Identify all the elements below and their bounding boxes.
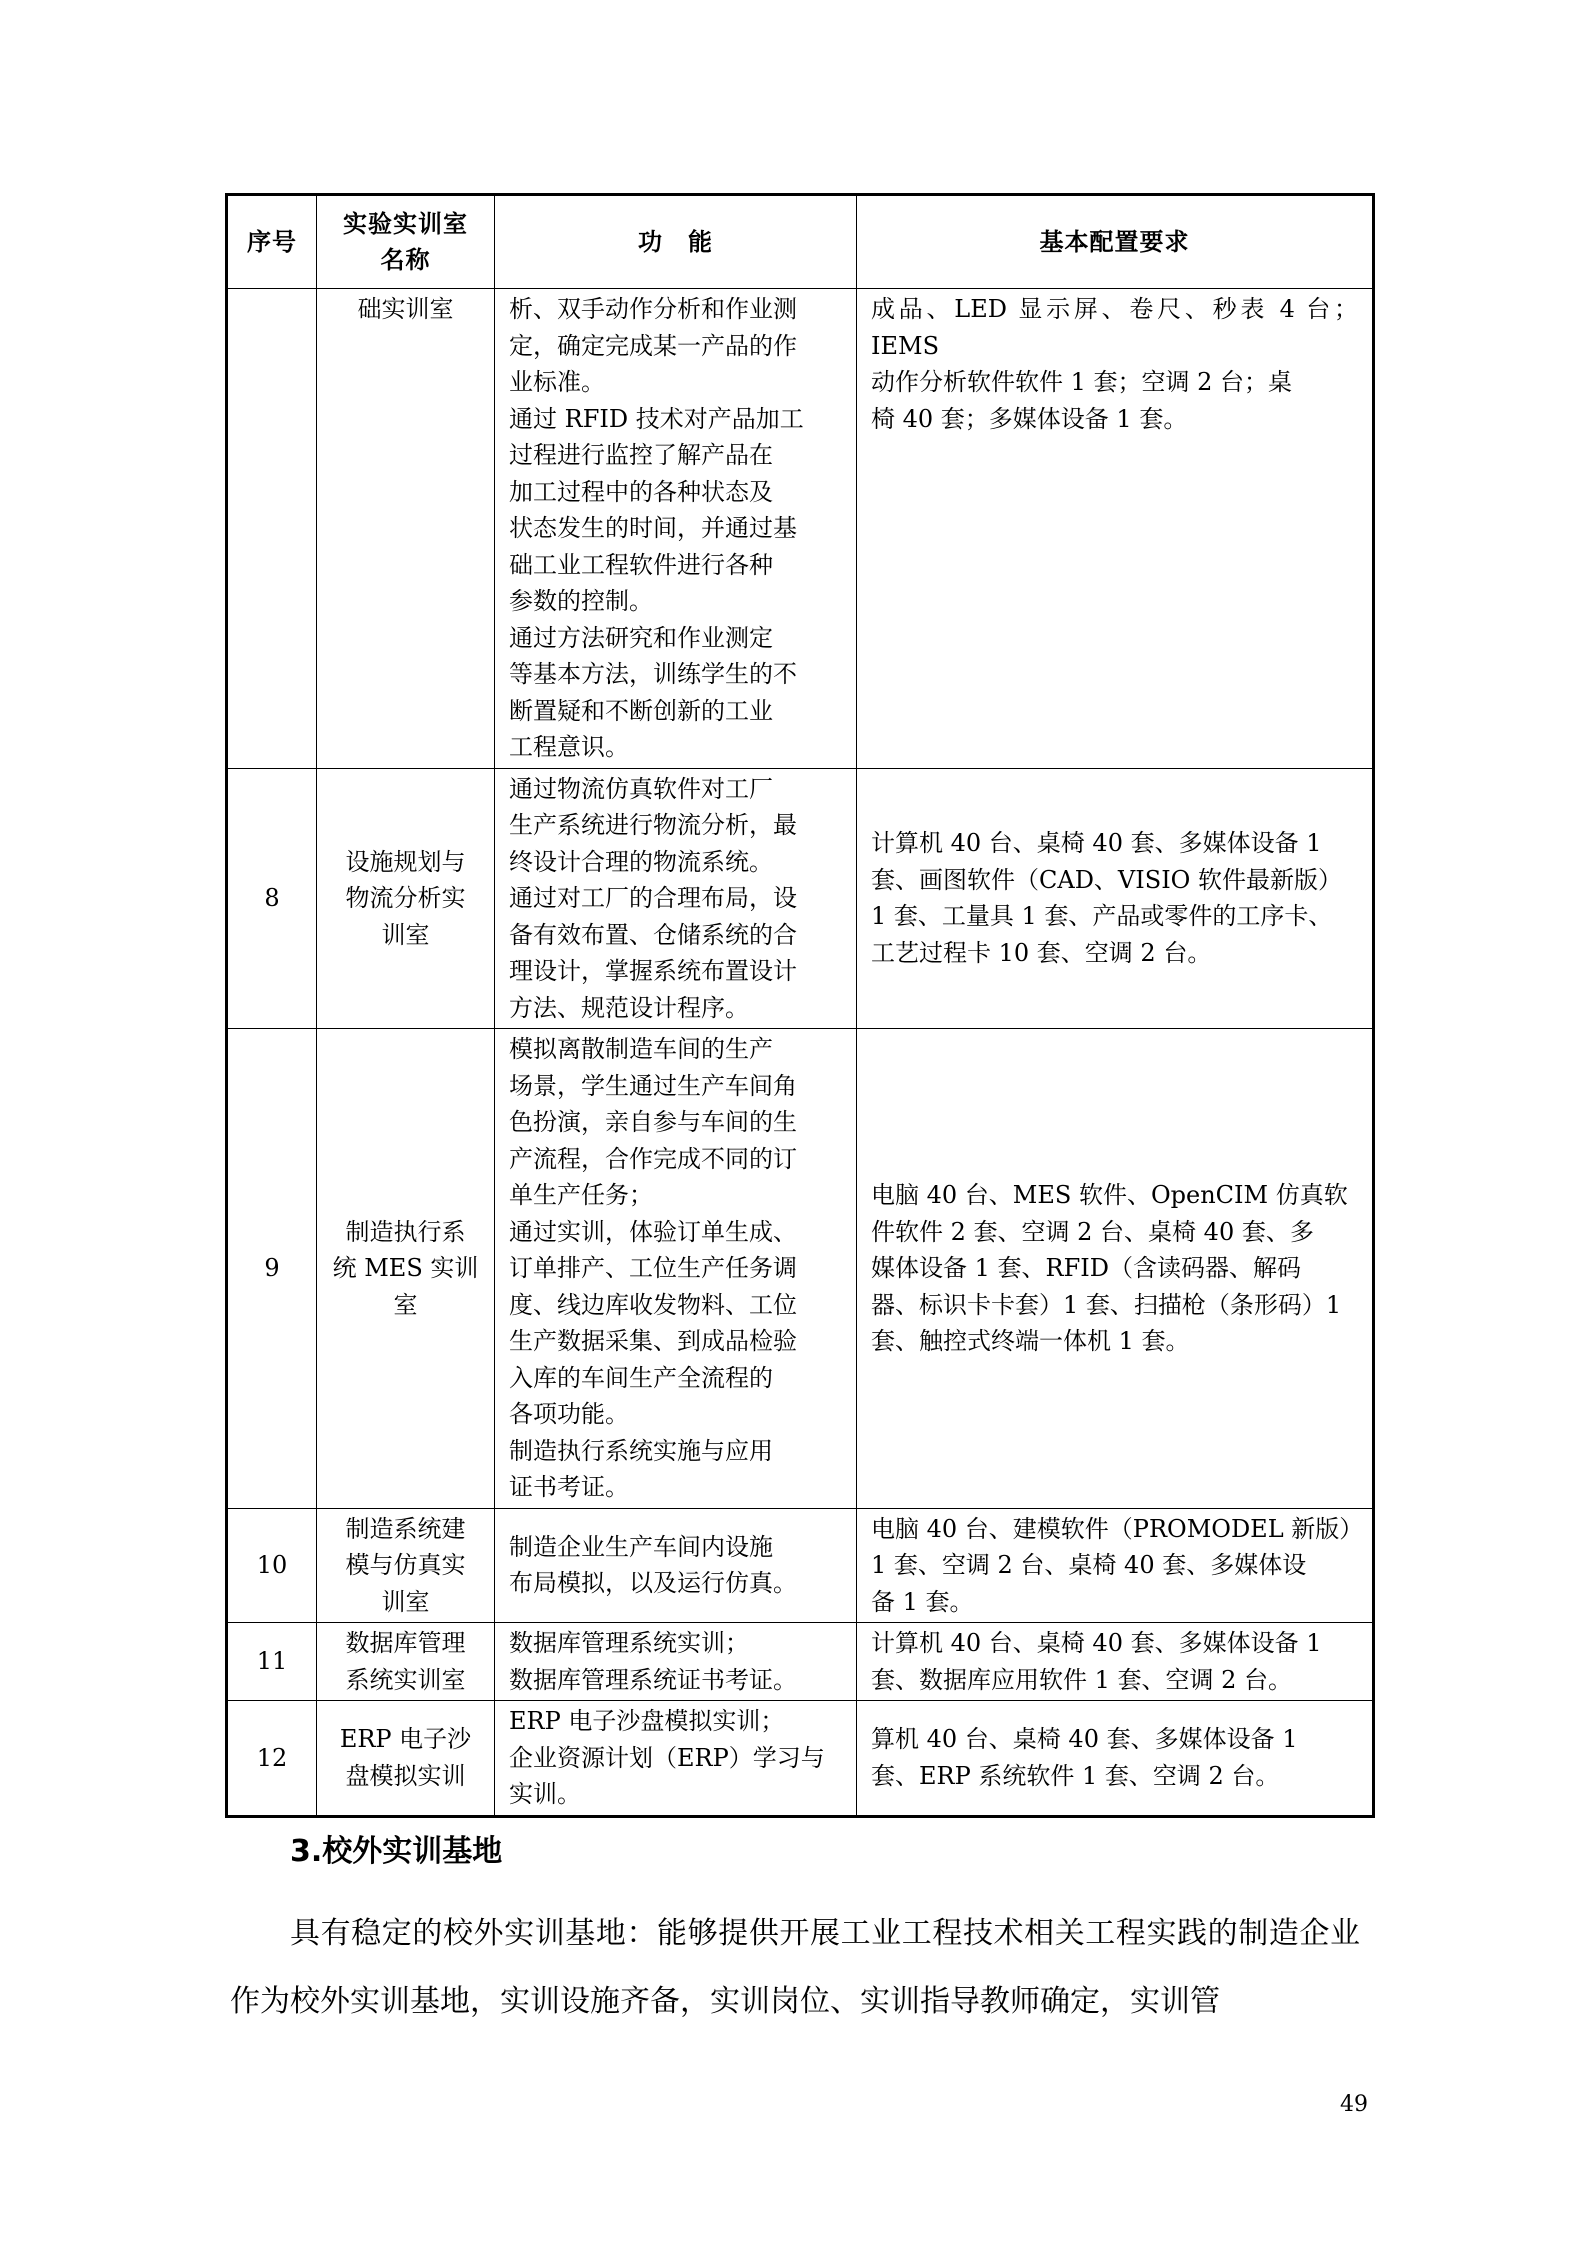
- cell-func-line: 模拟离散制造车间的生产: [509, 1035, 773, 1063]
- header-cfg: 基本配置要求: [857, 195, 1374, 289]
- cell-func-line: 制造企业生产车间内设施: [509, 1532, 773, 1561]
- cell-cfg: [857, 1508, 1374, 1623]
- cell-cfg-line: 1 套、工量具 1 套、产品或零件的工序卡、: [871, 902, 1333, 931]
- header-name: [317, 195, 495, 289]
- cell-func: [495, 289, 857, 769]
- cell-cfg-line: 器、标识卡卡套）1 套、扫描枪（条形码）1: [871, 1290, 1342, 1319]
- cell-func-line: 色扮演，亲自参与车间的生: [509, 1108, 797, 1136]
- cell-func-line: 生产数据采集、到成品检验: [509, 1327, 797, 1355]
- cell-name-line: 设施规划与: [345, 847, 466, 876]
- page-number: 49: [1340, 2092, 1368, 2117]
- cell-idx: 10: [227, 1508, 317, 1623]
- cell-name-line: 数据库管理: [345, 1629, 466, 1657]
- cell-func-line: 通过方法研究和作业测定: [509, 623, 773, 652]
- cell-cfg-line: 算机 40 台、桌椅 40 套、多媒体设备 1: [871, 1725, 1298, 1754]
- cell-func: [495, 768, 857, 1029]
- cell-func-line: 入库的车间生产全流程的: [509, 1363, 773, 1392]
- cell-func-line: 生产系统进行物流分析，最: [509, 811, 797, 839]
- body-paragraph: 具有稳定的校外实训基地：能够提供开展工业工程技术相关工程实践的制造企业作为校外实训基地，实训设施齐备，实训岗位、实训指导教师确定，实训管: [230, 1916, 1360, 2019]
- cell-cfg-line: 工艺过程卡 10 套、空调 2 台。: [871, 938, 1212, 967]
- table-row: [227, 768, 1374, 1029]
- cell-func-line: 通过物流仿真软件对工厂: [509, 774, 773, 803]
- cell-func-line: 加工过程中的各种状态及: [509, 477, 773, 506]
- cell-cfg: [857, 768, 1374, 1029]
- cell-cfg-line: 套、ERP 系统软件 1 套、空调 2 台。: [871, 1761, 1280, 1790]
- cell-name-line: 物流分析实: [345, 884, 466, 912]
- cell-name: [317, 1623, 495, 1701]
- header-name-line: 名称: [380, 245, 431, 274]
- section-heading: 3.校外实训基地: [290, 1834, 503, 1869]
- header-idx: 序号: [227, 195, 317, 289]
- cell-cfg-line: 媒体设备 1 套、RFID（含读码器、解码: [871, 1254, 1301, 1282]
- cell-name-line: 制造执行系: [345, 1217, 466, 1246]
- cell-name-line: 统 MES 实训: [332, 1254, 479, 1282]
- cell-name-line: 础实训室: [357, 295, 454, 323]
- cell-cfg-line: 套、触控式终端一体机 1 套。: [871, 1327, 1190, 1355]
- cell-func-line: 数据库管理系统证书考证。: [509, 1665, 797, 1694]
- cell-name-line: ERP 电子沙: [339, 1725, 472, 1754]
- cell-name: [317, 1701, 495, 1817]
- cell-name-line: 室: [393, 1290, 418, 1319]
- cell-name-line: 制造系统建: [345, 1514, 466, 1543]
- cell-name-line: 模与仿真实: [345, 1551, 466, 1579]
- cell-func-line: 定，确定完成某一产品的作: [509, 331, 797, 360]
- cell-idx: 11: [227, 1623, 317, 1701]
- cell-func-line: 方法、规范设计程序。: [509, 993, 749, 1022]
- cell-func: [495, 1029, 857, 1509]
- cell-name-line: 系统实训室: [345, 1665, 466, 1694]
- cell-func-line: 参数的控制。: [509, 587, 653, 615]
- cell-cfg-line: 1 套、空调 2 台、桌椅 40 套、多媒体设: [871, 1551, 1307, 1579]
- cell-func-line: ERP 电子沙盘模拟实训；: [509, 1707, 785, 1735]
- cell-func-line: 通过实训，体验订单生成、: [509, 1217, 797, 1246]
- cell-func-line: 订单排产、工位生产任务调: [509, 1254, 797, 1282]
- cell-func-line: 数据库管理系统实训；: [509, 1629, 749, 1657]
- header-func: 功 能: [495, 195, 857, 289]
- cell-func-line: 实训。: [509, 1780, 581, 1808]
- cell-name: [317, 768, 495, 1029]
- cell-func-line: 过程进行监控了解产品在: [509, 441, 773, 469]
- cell-func-line: 析、双手动作分析和作业测: [509, 295, 797, 323]
- cell-cfg-line: 计算机 40 台、桌椅 40 套、多媒体设备 1: [871, 829, 1322, 858]
- cell-cfg-line: 套、画图软件（CAD、VISIO 软件最新版）: [871, 865, 1342, 894]
- cell-func-line: 布局模拟，以及运行仿真。: [509, 1569, 797, 1598]
- cell-name-line: 训室: [381, 920, 430, 949]
- cell-cfg-line: 椅 40 套；多媒体设备 1 套。: [871, 404, 1188, 433]
- cell-name-line: 训室: [381, 1587, 430, 1616]
- cell-cfg: [857, 1701, 1374, 1817]
- cell-func-line: 业标准。: [509, 368, 605, 396]
- cell-func-line: 各项功能。: [509, 1400, 629, 1428]
- cell-idx: 9: [227, 1029, 317, 1509]
- cell-func-line: 断置疑和不断创新的工业: [509, 696, 773, 725]
- cell-cfg-line: 件软件 2 套、空调 2 台、桌椅 40 套、多: [871, 1217, 1314, 1246]
- cell-func: [495, 1701, 857, 1817]
- table-row: [227, 1623, 1374, 1701]
- cell-func-line: 制造执行系统实施与应用: [509, 1436, 773, 1465]
- cell-func: [495, 1508, 857, 1623]
- table-body: [227, 289, 1374, 1817]
- cell-cfg: [857, 289, 1374, 769]
- cell-func-line: 终设计合理的物流系统。: [509, 847, 773, 876]
- cell-func-line: 等基本方法，训练学生的不: [509, 660, 797, 688]
- cell-cfg-line: 备 1 套。: [871, 1587, 974, 1616]
- cell-func: [495, 1623, 857, 1701]
- cell-cfg-line: 套、数据库应用软件 1 套、空调 2 台。: [871, 1665, 1293, 1694]
- cell-func-line: 状态发生的时间，并通过基: [509, 514, 797, 542]
- cell-name: [317, 289, 495, 769]
- cell-cfg: [857, 1029, 1374, 1509]
- cell-name: [317, 1508, 495, 1623]
- cell-cfg-line: 计算机 40 台、桌椅 40 套、多媒体设备 1: [871, 1629, 1322, 1657]
- cell-func-line: 通过 RFID 技术对产品加工: [509, 404, 804, 433]
- cell-func-line: 证书考证。: [509, 1473, 629, 1501]
- cell-cfg-line: 动作分析软件软件 1 套；空调 2 台；桌: [871, 368, 1293, 396]
- cell-func-line: 产流程，合作完成不同的订: [509, 1144, 797, 1173]
- cell-func-line: 础工业工程软件进行各种: [509, 550, 773, 579]
- cell-idx: [227, 289, 317, 769]
- cell-func-line: 单生产任务；: [509, 1181, 653, 1209]
- lab-facility-table: [225, 193, 1375, 1818]
- cell-name-line: 盘模拟实训: [345, 1761, 466, 1790]
- cell-func-line: 度、线边库收发物料、工位: [509, 1290, 797, 1319]
- cell-name: [317, 1029, 495, 1509]
- table-row: [227, 1029, 1374, 1509]
- cell-cfg: [857, 1623, 1374, 1701]
- cell-func-line: 工程意识。: [509, 733, 629, 761]
- cell-idx: 12: [227, 1701, 317, 1817]
- cell-func-line: 通过对工厂的合理布局，设: [509, 884, 797, 912]
- cell-func-line: 理设计，掌握系统布置设计: [509, 957, 797, 985]
- cell-idx: 8: [227, 768, 317, 1029]
- cell-cfg-line: 成品、LED 显示屏、卷尺、秒表 4 台；IEMS: [871, 295, 1358, 360]
- table-row: [227, 289, 1374, 769]
- header-name-line: 实验实训室: [343, 208, 468, 238]
- cell-cfg-line: 电脑 40 台、建模软件（PROMODEL 新版）: [871, 1514, 1364, 1543]
- table-row: [227, 1701, 1374, 1817]
- cell-func-line: 备有效布置、仓储系统的合: [509, 920, 797, 949]
- table-row: [227, 1508, 1374, 1623]
- cell-func-line: 场景，学生通过生产车间角: [509, 1071, 797, 1100]
- cell-func-line: 企业资源计划（ERP）学习与: [509, 1743, 825, 1772]
- table-header-row: [227, 195, 1374, 289]
- cell-cfg-line: 电脑 40 台、MES 软件、OpenCIM 仿真软: [871, 1181, 1348, 1209]
